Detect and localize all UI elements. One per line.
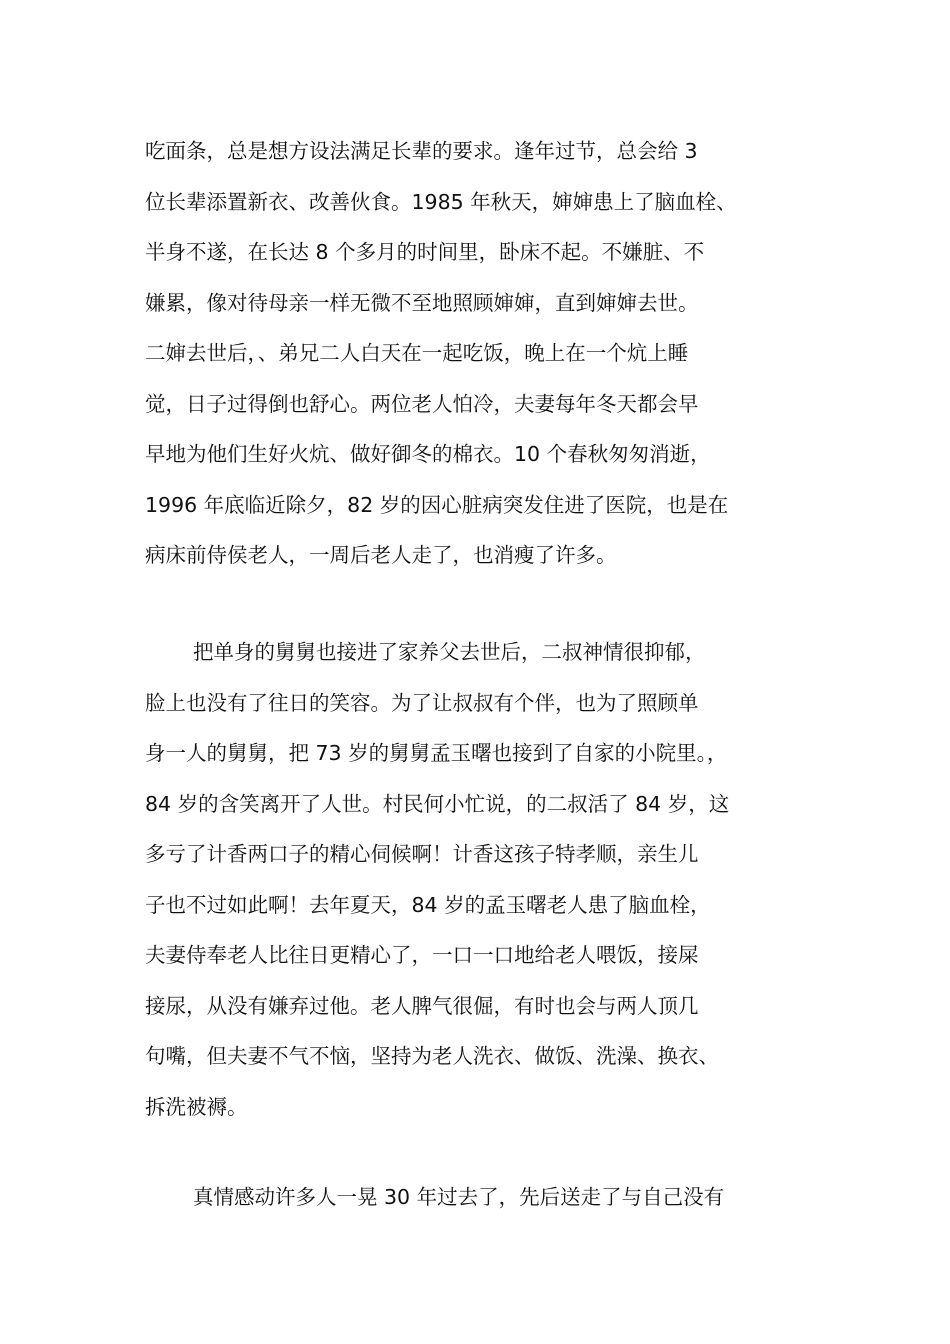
- paragraph-line: 嫌累，像对待母亲一样无微不至地照顾婶婶，直到婶婶去世。: [145, 290, 699, 315]
- paragraph-line: 觉，日子过得倒也舒心。两位老人怕冷，夫妻每年冬天都会早: [145, 391, 699, 416]
- paragraph-line: 二婶去世后，、弟兄二人白天在一起吃饭，晚上在一个炕上睡: [145, 341, 689, 365]
- paragraph-line: 早地为他们生好火炕、做好御冬的棉衣。10 个春秋匆匆消逝，: [145, 442, 711, 466]
- paragraph-line: 把单身的舅舅也接进了家养父去世后，二叔神情很抑郁，: [193, 640, 706, 664]
- paragraph-line: 病床前侍侯老人，一周后老人走了，也消瘦了许多。: [145, 543, 617, 567]
- paragraph-3: [145, 1172, 835, 1223]
- paragraph-line: 接尿，从没有嫌弃过他。老人脾气很倔，有时也会与两人顶几: [145, 993, 699, 1018]
- paragraph-line: 多亏了计香两口子的精心伺候啊！计香这孩子特孝顺，亲生儿: [145, 842, 699, 866]
- paragraph-1: [145, 126, 835, 581]
- paragraph-line: 吃面条，总是想方设法满足长辈的要求。逢年过节，总会给 3: [145, 139, 698, 163]
- paragraph-line: 84 岁的含笑离开了人世。村民何小忙说，的二叔活了 84 岁，这: [145, 791, 730, 816]
- paragraph-line: 句嘴，但夫妻不气不恼，坚持为老人洗衣、做饭、洗澡、换衣、: [145, 1044, 719, 1068]
- paragraph-2: [145, 627, 835, 1132]
- paragraph-line: 半身不遂，在长达 8 个多月的时间里，卧床不起。不嫌脏、不: [145, 240, 705, 264]
- paragraph-line: 身一人的舅舅，把 73 岁的舅舅孟玉曙也接到了自家的小院里。，: [145, 741, 728, 765]
- paragraph-line: 1996 年底临近除夕，82 岁的因心脏病突发住进了医院，也是在: [145, 492, 729, 517]
- paragraph-line: 夫妻侍奉老人比往日更精心了，一口一口地给老人喂饭，接屎: [145, 943, 699, 967]
- paragraph-line: 拆洗被褥。: [145, 1094, 248, 1119]
- paragraph-line: 真情感动许多人一晃 30 年过去了，先后送走了与自己没有: [193, 1185, 725, 1209]
- paragraph-line: 位长辈添置新衣、改善伙食。1985 年秋天，婶婶患上了脑血栓、: [145, 189, 737, 214]
- paragraph-line: 脸上也没有了往日的笑容。为了让叔叔有个伴，也为了照顾单: [145, 690, 699, 715]
- paragraph-line: 子也不过如此啊！去年夏天，84 岁的孟玉曙老人患了脑血栓，: [145, 892, 711, 917]
